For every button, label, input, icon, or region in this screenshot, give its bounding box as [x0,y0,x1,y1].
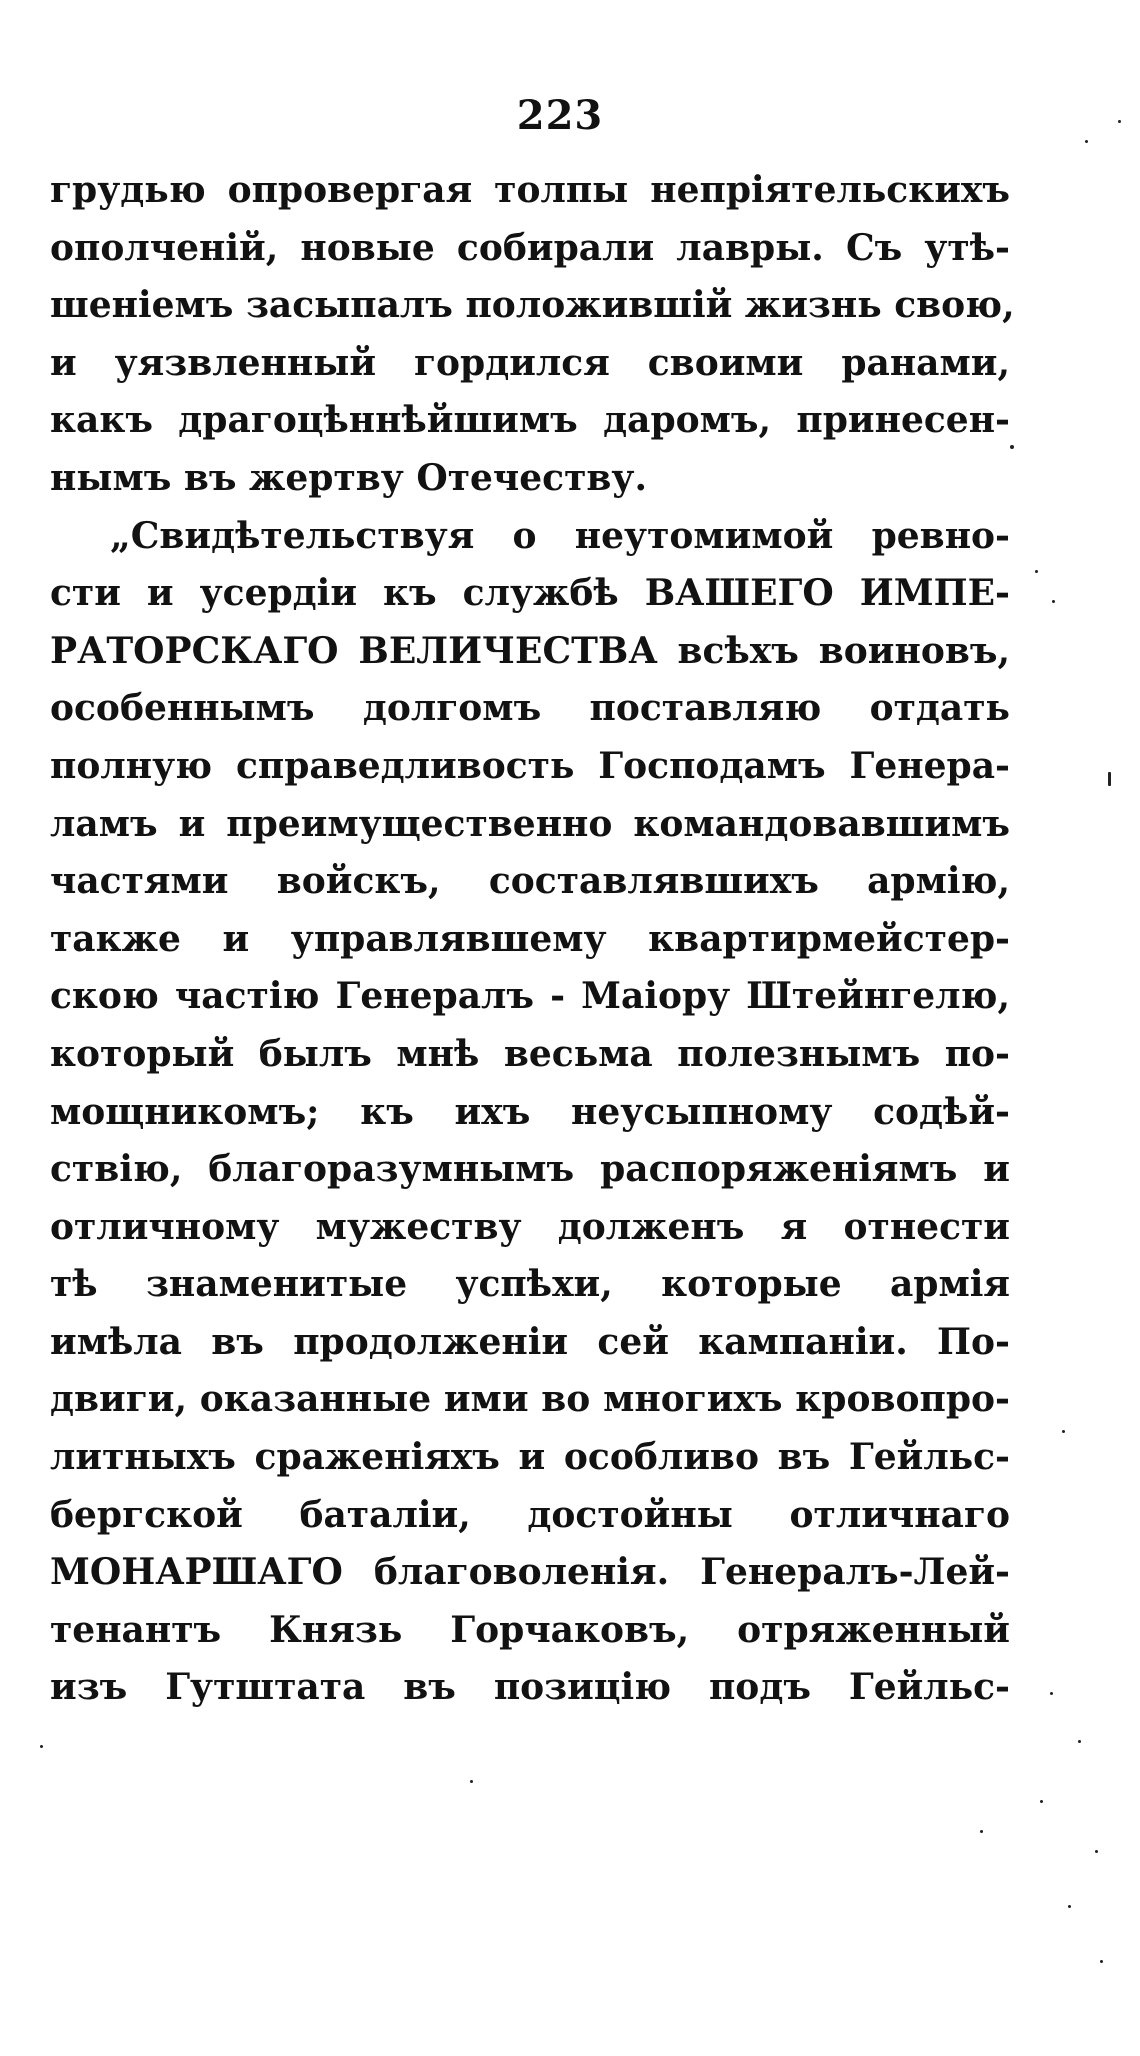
text-line: МОНАРШАГО благоволенія. Генералъ-Лей- [50,1551,1010,1594]
scan-speck [1052,600,1055,603]
scan-speck [1108,772,1111,786]
text-line: изъ Гутштата въ позицію подъ Гейльс- [50,1666,1010,1709]
text-line: особеннымъ долгомъ поставляю отдать [50,687,1010,730]
text-line: отличному мужеству долженъ я отнести [50,1205,1010,1248]
body-text [50,162,1015,1717]
scan-speck [1010,445,1014,449]
text-line: сти и усердіи къ службѣ ВАШЕГО ИМПЕ- [50,572,1010,615]
text-line: ополченій, новые собирали лавры. Съ утѣ- [50,226,1010,269]
text-line: грудью опровергая толпы непріятельскихъ [50,169,1010,211]
text-line: ламъ и преимущественно командовавшимъ [50,802,1010,845]
text-line: какъ драгоцѣннѣйшимъ даромъ, принесен- [50,399,1010,442]
text-line: „Свидѣтельствуя о неутомимой ревно- [110,514,1010,557]
scan-speck [1085,140,1088,143]
scan-speck [980,1830,983,1833]
text-line: полную справедливость Господамъ Генера- [50,744,1010,787]
scan-speck [470,1780,473,1783]
page-number: 223 [516,92,604,139]
text-line: имѣла въ продолженіи сей кампаніи. По- [50,1320,1010,1363]
text-line: частями войскъ, составлявшихъ армію, [50,860,1010,903]
scan-speck [1062,1430,1065,1433]
text-line: тѣ знаменитые успѣхи, которые армія [50,1263,1010,1306]
scan-speck [1035,570,1038,573]
scan-speck [1095,1850,1098,1853]
text-line: также и управлявшему квартирмейстер- [50,917,1010,960]
text-line: двиги, оказанные ими во многихъ кровопро- [50,1378,1010,1421]
text-line: бергской баталіи, достойны отличнаго [50,1493,1010,1536]
scan-speck [1118,120,1121,123]
text-line: шеніемъ засыпалъ положившій жизнь свою, [50,284,1015,327]
scan-speck [1040,1800,1043,1803]
text-line: ствію, благоразумнымъ распоряженіямъ и [50,1148,1010,1191]
text-line: литныхъ сраженіяхъ и особливо въ Гейльс- [50,1436,1010,1479]
scan-speck [1078,1740,1081,1743]
scan-speck [40,1745,43,1748]
text-line: скою частію Генералъ - Маіору Штейнгелю, [50,975,1010,1018]
scan-speck [1068,1905,1071,1908]
scan-speck [1050,1692,1053,1695]
text-line: тенантъ Князь Горчаковъ, отряженный [50,1608,1010,1651]
text-line: мощникомъ; къ ихъ неусыпному содѣй- [50,1090,1010,1133]
text-line: и уязвленный гордился своими ранами, [50,341,1010,384]
scan-speck [1100,1960,1103,1963]
text-line: который былъ мнѣ весьма полезнымъ по- [50,1032,1010,1075]
text-line: РАТОРСКАГО ВЕЛИЧЕСТВА всѣхъ воиновъ, [50,629,1010,672]
text-line: нымъ въ жертву Отечеству. [50,456,647,499]
